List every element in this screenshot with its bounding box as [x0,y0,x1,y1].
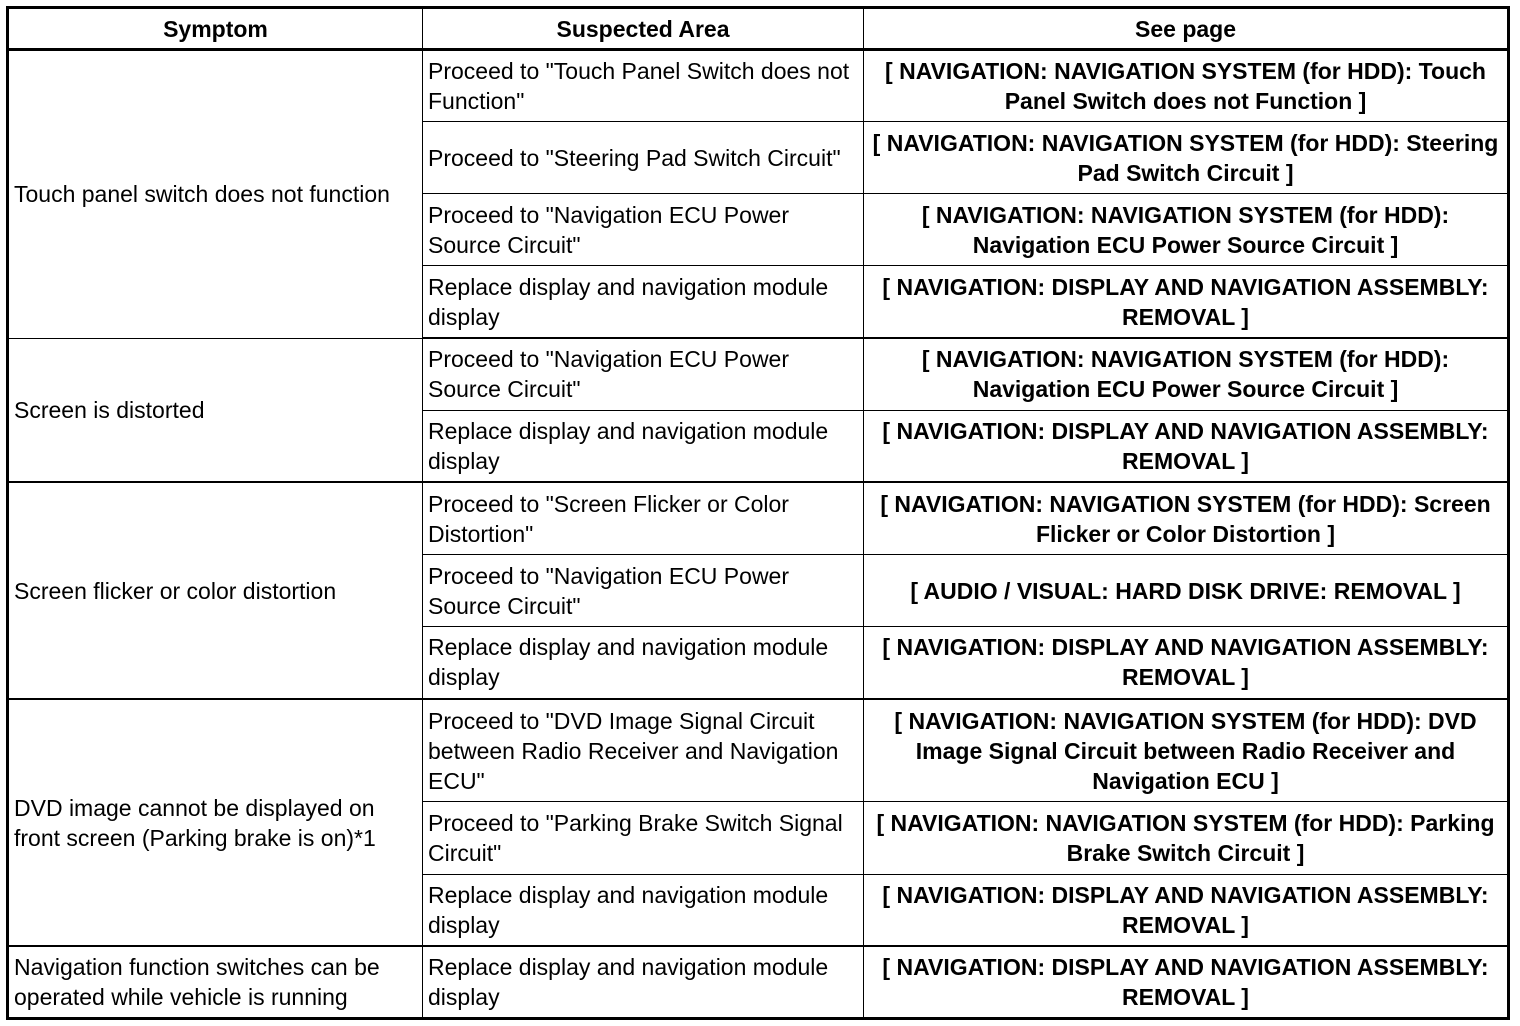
header-row [8,8,1509,50]
see-page-cell: [ NAVIGATION: DISPLAY AND NAVIGATION ASSEMBLY: REMOVAL ] [864,266,1509,338]
suspected-area-cell: Proceed to "Navigation ECU Power Source Circuit" [423,338,864,410]
suspected-area-cell: Proceed to "Navigation ECU Power Source Circuit" [423,194,864,266]
table-row [8,699,1509,802]
header-suspected-area: Suspected Area [423,8,864,50]
suspected-area-cell: Proceed to "Navigation ECU Power Source Circuit" [423,554,864,626]
symptom-cell: Touch panel switch does not function [8,50,423,339]
suspected-area-cell: Proceed to "Parking Brake Switch Signal Circuit" [423,802,864,874]
see-page-cell: [ AUDIO / VISUAL: HARD DISK DRIVE: REMOVAL ] [864,554,1509,626]
symptom-cell: Screen is distorted [8,338,423,482]
symptom-cell: Screen flicker or color distortion [8,482,423,698]
see-page-cell: [ NAVIGATION: NAVIGATION SYSTEM (for HDD): Parking Brake Switch Circuit ] [864,802,1509,874]
header-symptom: Symptom [8,8,423,50]
suspected-area-cell: Proceed to "Steering Pad Switch Circuit" [423,122,864,194]
see-page-cell: [ NAVIGATION: NAVIGATION SYSTEM (for HDD): DVD Image Signal Circuit between Radio Receiver and Navigation ECU ] [864,699,1509,802]
symptom-cell: Navigation function switches can be operated while vehicle is running [8,946,423,1018]
table-row [8,50,1509,122]
see-page-cell: [ NAVIGATION: NAVIGATION SYSTEM (for HDD): Screen Flicker or Color Distortion ] [864,482,1509,554]
see-page-cell: [ NAVIGATION: DISPLAY AND NAVIGATION ASSEMBLY: REMOVAL ] [864,874,1509,946]
table-row [8,482,1509,554]
see-page-cell: [ NAVIGATION: NAVIGATION SYSTEM (for HDD): Touch Panel Switch does not Function ] [864,50,1509,122]
suspected-area-cell: Proceed to "Touch Panel Switch does not Function" [423,50,864,122]
symptom-cell: DVD image cannot be displayed on front screen (Parking brake is on)*1 [8,699,423,946]
see-page-cell: [ NAVIGATION: NAVIGATION SYSTEM (for HDD): Steering Pad Switch Circuit ] [864,122,1509,194]
suspected-area-cell: Replace display and navigation module display [423,874,864,946]
suspected-area-cell: Replace display and navigation module display [423,410,864,482]
table-row [8,946,1509,1018]
suspected-area-cell: Replace display and navigation module display [423,627,864,699]
table-row [8,338,1509,410]
header-see-page: See page [864,8,1509,50]
suspected-area-cell: Proceed to "DVD Image Signal Circuit between Radio Receiver and Navigation ECU" [423,699,864,802]
suspected-area-cell: Replace display and navigation module display [423,266,864,338]
see-page-cell: [ NAVIGATION: NAVIGATION SYSTEM (for HDD): Navigation ECU Power Source Circuit ] [864,194,1509,266]
suspected-area-cell: Replace display and navigation module display [423,946,864,1018]
see-page-cell: [ NAVIGATION: NAVIGATION SYSTEM (for HDD): Navigation ECU Power Source Circuit ] [864,338,1509,410]
see-page-cell: [ NAVIGATION: DISPLAY AND NAVIGATION ASSEMBLY: REMOVAL ] [864,410,1509,482]
see-page-cell: [ NAVIGATION: DISPLAY AND NAVIGATION ASSEMBLY: REMOVAL ] [864,627,1509,699]
troubleshooting-table [6,6,1510,1020]
suspected-area-cell: Proceed to "Screen Flicker or Color Distortion" [423,482,864,554]
see-page-cell: [ NAVIGATION: DISPLAY AND NAVIGATION ASSEMBLY: REMOVAL ] [864,946,1509,1018]
